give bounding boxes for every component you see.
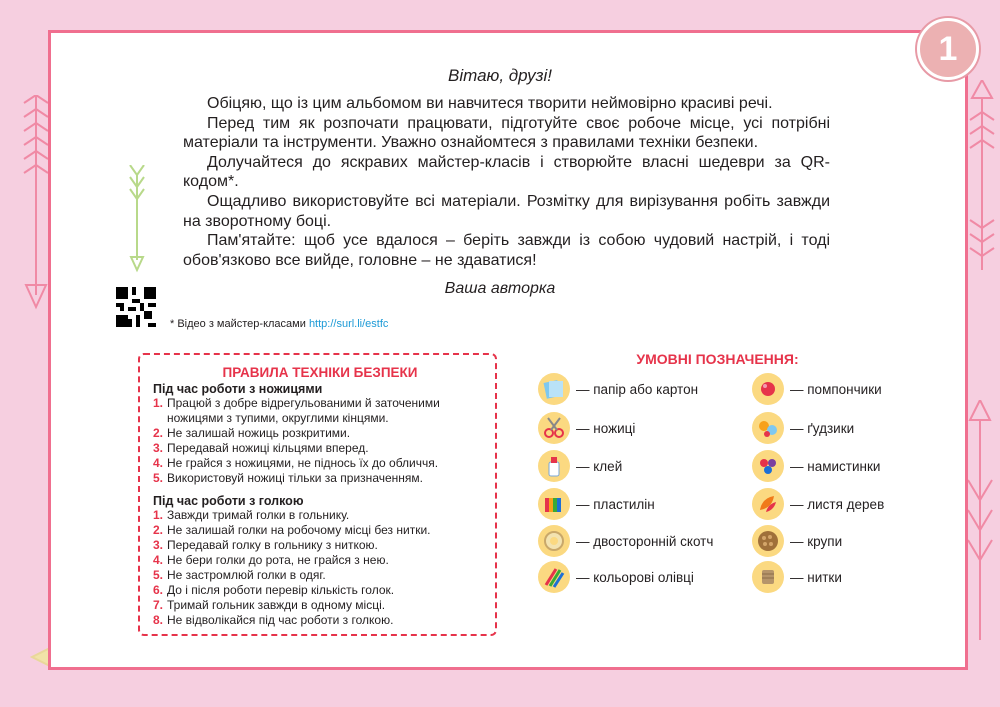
intro-paragraph: Перед тим як розпочати працювати, підготуйте своє робоче місце, усі потрібні матеріали та інструменти. Уважно ознайомтеся з правилами техніки безпеки. <box>183 114 830 152</box>
rule-number: 5. <box>153 568 164 582</box>
rule-number: 1. <box>153 508 164 522</box>
rule-number: 8. <box>153 613 164 627</box>
rule-number: 4. <box>153 456 164 470</box>
glue-icon <box>538 450 570 482</box>
rule-text: Передавай ножиці кільцями вперед. <box>167 441 369 455</box>
legend-label: — кольорові олівці <box>576 569 694 585</box>
intro-paragraph: Пам'ятайте: щоб усе вдалося – беріть завжди із собою чудовий настрій, і тоді обов'язково все вийде, головне – не здаватися! <box>183 232 830 269</box>
pencils-icon <box>538 561 570 593</box>
list-item <box>153 441 487 456</box>
rule-number: 1. <box>153 396 164 410</box>
grains-icon <box>752 525 784 557</box>
legend-label: — нитки <box>790 569 842 585</box>
scissors-rules-list <box>153 396 487 486</box>
list-item <box>153 396 487 426</box>
legend-label: — клей <box>576 458 623 474</box>
leaves-icon <box>752 488 784 520</box>
list-item <box>153 553 487 568</box>
qr-code-icon[interactable] <box>116 287 156 327</box>
paper-icon <box>538 373 570 405</box>
rule-text: Працюй з добре відрегульованими й заточеними ножицями з тупими, округлими кінцями. <box>167 396 440 425</box>
rule-number: 5. <box>153 471 164 485</box>
intro-paragraph: Ощадливо використовуйте всі матеріали. Розмітку для вирізування робіть завжди на зворотному боці. <box>183 192 830 230</box>
legend-item <box>538 412 635 444</box>
needle-rules-list <box>153 508 487 628</box>
list-item <box>153 583 487 598</box>
legend-label: — папір або картон <box>576 381 699 397</box>
list-item <box>153 508 487 523</box>
list-item <box>153 471 487 486</box>
legend-label: — намистинки <box>790 458 881 474</box>
legend-label: — двосторонній скотч <box>576 533 714 549</box>
rule-text: Завжди тримай голки в гольнику. <box>167 508 350 522</box>
greeting-heading: Вітаю, друзі! <box>448 66 552 85</box>
rule-number: 7. <box>153 598 164 612</box>
list-item <box>153 598 487 613</box>
list-item <box>153 456 487 471</box>
legend-item <box>538 525 713 557</box>
scissors-heading: Під час роботи з ножицями <box>153 382 323 396</box>
needle-heading: Під час роботи з голкою <box>153 494 304 508</box>
right-tribal-arrow-icon <box>964 80 1000 270</box>
scissors-icon <box>538 412 570 444</box>
video-link[interactable]: http://surl.li/estfc <box>308 318 389 330</box>
rule-number: 6. <box>153 583 164 597</box>
pompom-icon <box>752 373 784 405</box>
rule-text: Використовуй ножиці тільки за призначенням. <box>167 471 423 485</box>
legend-item <box>752 450 880 482</box>
safety-rules-box <box>138 353 497 636</box>
buttons-icon <box>752 412 784 444</box>
beads-icon <box>752 450 784 482</box>
tape-icon <box>538 525 570 557</box>
legend-item <box>538 450 622 482</box>
page-number-badge: 1 <box>917 18 979 80</box>
rule-text: До і після роботи перевір кількість голок. <box>167 583 395 597</box>
legend-label: — листя дерев <box>790 496 885 512</box>
legend-label: — ножиці <box>576 420 636 436</box>
green-arrow-icon <box>126 165 148 275</box>
intro-text <box>183 94 830 270</box>
plasticine-icon <box>538 488 570 520</box>
legend-item <box>538 373 698 405</box>
thread-icon <box>752 561 784 593</box>
rule-number: 4. <box>153 553 164 567</box>
intro-paragraph: Долучайтеся до яскравих майстер-класів і створюйте власні шедеври за QR-кодом*. <box>183 153 830 191</box>
rule-text: Не залишай ножиць розкритими. <box>167 426 351 440</box>
list-item <box>153 538 487 553</box>
legend-item <box>538 488 655 520</box>
legend-label: — ґудзики <box>790 420 855 436</box>
rule-text: Тримай гольник завжди в одному місці. <box>167 598 386 612</box>
rule-text: Не відволікайся під час роботи з голкою. <box>167 613 394 627</box>
rule-number: 2. <box>153 523 164 537</box>
legend-item <box>752 488 884 520</box>
legend-title: УМОВНІ ПОЗНАЧЕННЯ: <box>636 351 799 367</box>
legend-label: — помпончики <box>790 381 882 397</box>
rule-text: Не застромлюй голки в одяг. <box>167 568 326 582</box>
rule-number: 2. <box>153 426 164 440</box>
list-item <box>153 613 487 628</box>
legend-label: — пластилін <box>576 496 655 512</box>
rule-text: Не грайся з ножицями, не піднось їх до обличчя. <box>167 456 439 470</box>
legend-label: — крупи <box>790 533 843 549</box>
legend-item <box>752 561 842 593</box>
safety-title: ПРАВИЛА ТЕХНІКИ БЕЗПЕКИ <box>222 365 418 380</box>
legend-item <box>752 373 882 405</box>
rule-number: 3. <box>153 441 164 455</box>
list-item <box>153 568 487 583</box>
rule-text: Не бери голки до рота, не грайся з нею. <box>167 553 389 567</box>
rule-number: 3. <box>153 538 164 552</box>
legend-item <box>752 412 854 444</box>
signature: Ваша авторка <box>444 280 556 297</box>
rule-text: Не залишай голки на робочому місці без нитки. <box>167 523 431 537</box>
legend-item <box>538 561 694 593</box>
footnote-text: * Відео з майстер-класами <box>170 318 306 330</box>
legend-item <box>752 525 842 557</box>
list-item <box>153 426 487 441</box>
rule-text: Передавай голку в гольнику з ниткою. <box>167 538 378 552</box>
list-item <box>153 523 487 538</box>
footnote <box>170 318 388 330</box>
intro-paragraph: Обіцяю, що із цим альбомом ви навчитеся творити неймовірно красиві речі. <box>207 95 773 112</box>
